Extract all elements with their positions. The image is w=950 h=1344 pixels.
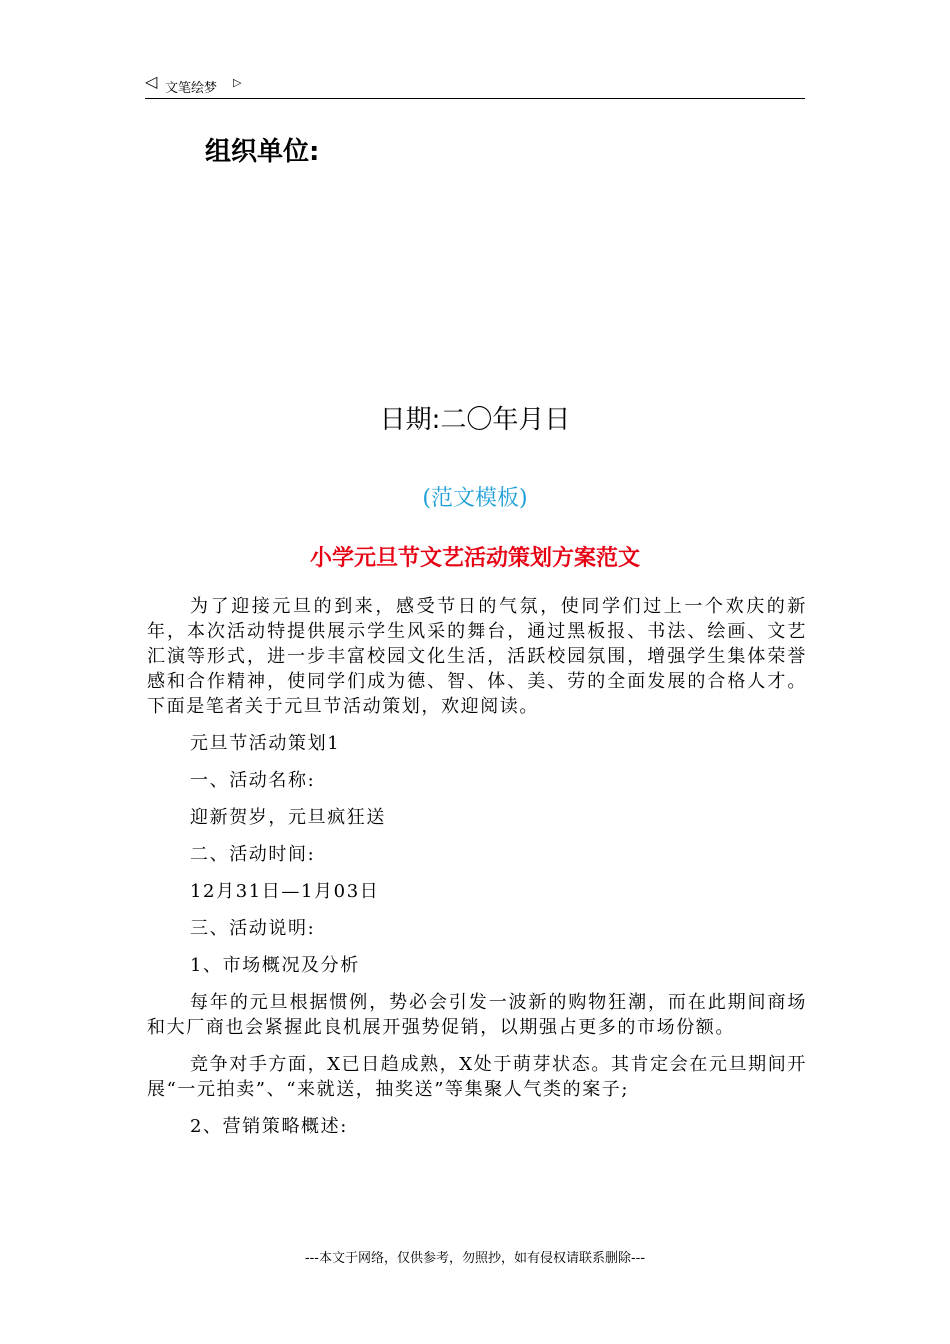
brand-name: 文笔绘梦 <box>165 81 218 96</box>
date-line: 日期:二〇年月日 <box>379 405 571 435</box>
section-3-subheading-1: 1、市场概况及分析 <box>190 955 360 976</box>
left-triangle-icon: ◁ <box>145 72 158 91</box>
section-1-content: 迎新贺岁，元旦疯狂送 <box>190 807 386 828</box>
intro-paragraph: 为了迎接元旦的到来，感受节日的气氛，使同学们过上一个欢庆的新年，本次活动特提供展示学生风采的舞台，通过黑板报、书法、绘画、文艺汇演等形式，进一步丰富校园文化生活，活跃校园氛围，增强学生集体荣誉感和合作精神，使同学们成为德、智、体、美、劳的全面发展的合格人才。下面是笔者关于元旦节活动策划，欢迎阅读。 <box>147 596 807 717</box>
market-analysis-paragraph: 每年的元旦根据惯例，势必会引发一波新的购物狂潮，而在此期间商场和大厂商也会紧握此良机展开强势促销，以期强占更多的市场份额。 <box>147 992 807 1038</box>
page-footer: ---本文于网络，仅供参考，勿照抄，如有侵权请联系删除--- <box>304 1251 646 1266</box>
plan-heading: 元旦节活动策划1 <box>190 733 341 754</box>
section-2-content: 12月31日—1月03日 <box>190 881 380 902</box>
document-body <box>147 594 807 1151</box>
section-2-heading: 二、活动时间: <box>190 844 316 865</box>
right-triangle-icon: ▷ <box>233 76 242 89</box>
section-1-heading: 一、活动名称: <box>190 770 316 791</box>
competitor-paragraph: 竞争对手方面，X已日趋成熟，X处于萌芽状态。其肯定会在元旦期间开展“一元拍卖”、“来就送，抽奖送”等集聚人气类的案子; <box>147 1054 807 1100</box>
section-3-heading: 三、活动说明: <box>190 918 316 939</box>
document-title: 小学元旦节文艺活动策划方案范文 <box>309 546 640 571</box>
template-label: (范文模板) <box>422 486 528 511</box>
organization-label: 组织单位: <box>205 137 320 167</box>
page-header <box>145 74 805 99</box>
section-3-subheading-2: 2、营销策略概述: <box>190 1116 348 1137</box>
